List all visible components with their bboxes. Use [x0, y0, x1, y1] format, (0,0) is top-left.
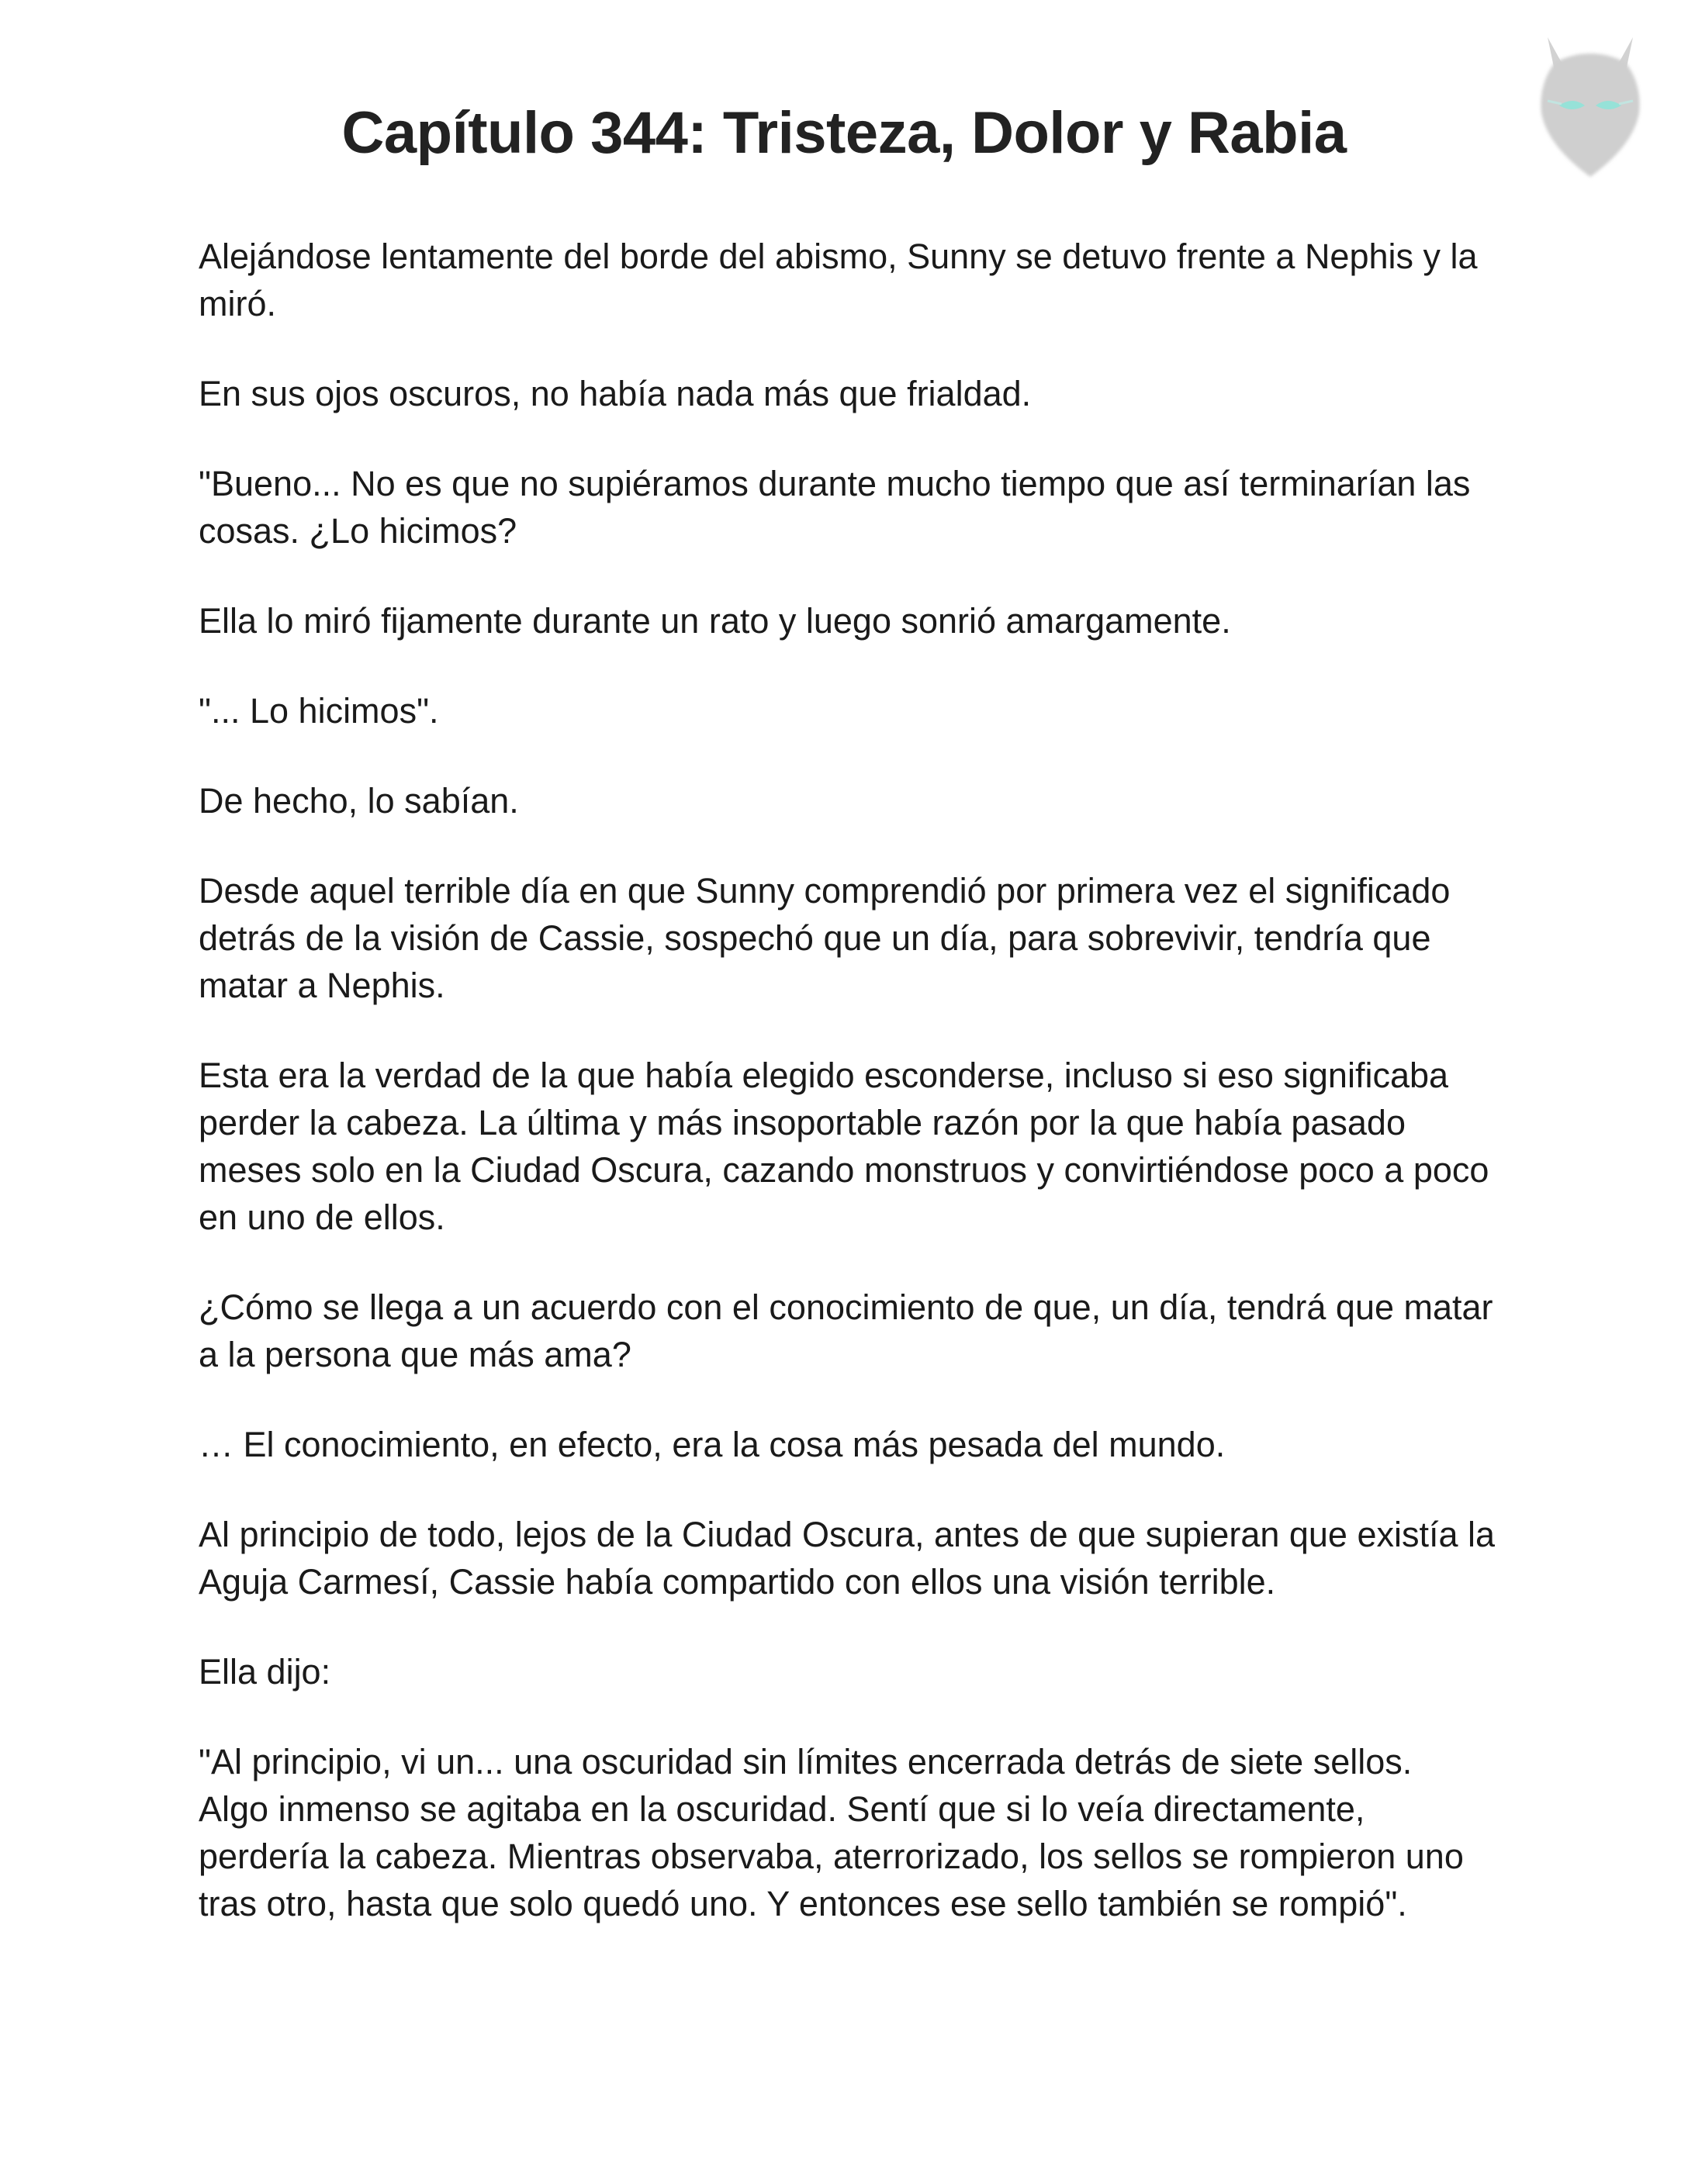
paragraph: De hecho, lo sabían.: [199, 781, 519, 821]
paragraph: "... Lo hicimos".: [199, 691, 439, 731]
paragraph: "Bueno... No es que no supiéramos durante mucho tiempo que así terminarían las cosas. ¿Lo hicimos?: [199, 464, 1471, 551]
chapter-body: [199, 233, 1502, 1970]
paragraph: Algo inmenso se agitaba en la oscuridad. Sentí que si lo veía directamente, perdería la cabeza. Mientras observaba, aterrorizado, los sellos se rompieron uno tras otro, hasta que solo quedó uno. Y entonces ese sello también se rompió".: [199, 1789, 1464, 1923]
paragraph: Esta era la verdad de la que había elegido esconderse, incluso si eso significaba perder la cabeza. La última y más insoportable razón por la que había pasado meses solo en la Ciudad Oscura, cazando monstruos y convirtiéndose poco a poco en uno de ellos.: [199, 1056, 1489, 1237]
paragraph: … El conocimiento, en efecto, era la cosa más pesada del mundo.: [199, 1425, 1226, 1464]
paragraph: Desde aquel terrible día en que Sunny comprendió por primera vez el significado detrás de la visión de Cassie, sospechó que un día, para sobrevivir, tendría que matar a Nephis.: [199, 871, 1451, 1005]
paragraph: Al principio de todo, lejos de la Ciudad Oscura, antes de que supieran que existía la Aguja Carmesí, Cassie había compartido con ellos una visión terrible.: [199, 1515, 1496, 1602]
paragraph: ¿Cómo se llega a un acuerdo con el conocimiento de que, un día, tendrá que matar a la persona que más ama?: [199, 1287, 1493, 1374]
paragraph: Alejándose lentamente del borde del abismo, Sunny se detuvo frente a Nephis y la miró.: [199, 237, 1478, 323]
demon-mask-icon: [1517, 14, 1664, 185]
paragraph: En sus ojos oscuros, no había nada más que frialdad.: [199, 374, 1032, 413]
paragraph: "Al principio, vi un... una oscuridad sin límites encerrada detrás de siete sellos.: [199, 1742, 1413, 1781]
paragraph: Ella lo miró fijamente durante un rato y luego sonrió amargamente.: [199, 601, 1231, 641]
logo-graphic: [1517, 14, 1664, 185]
page-title: Capítulo 344: Tristeza, Dolor y Rabia: [341, 99, 1347, 166]
paragraph: Ella dijo:: [199, 1652, 331, 1692]
